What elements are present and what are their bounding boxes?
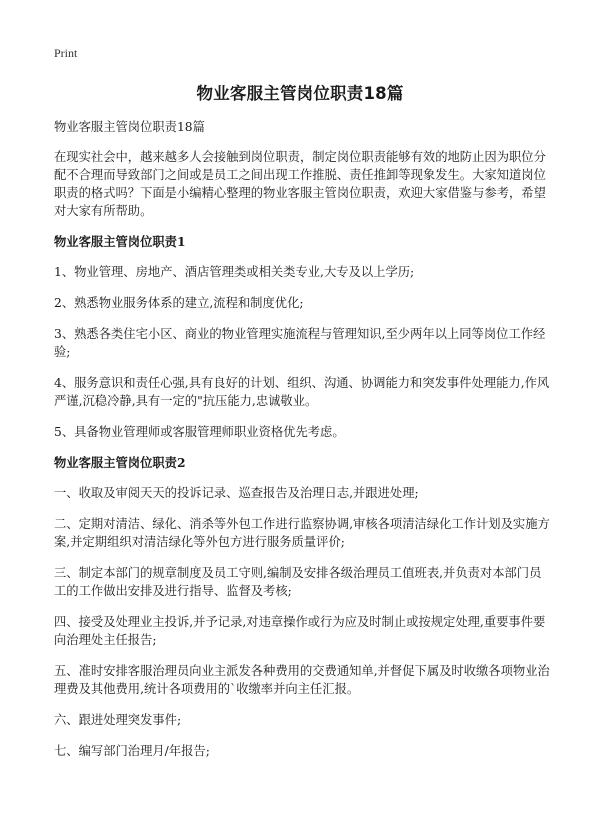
list-item: 1、物业管理、房地产、酒店管理类或相关类专业,大专及以上学历;	[54, 265, 415, 279]
list-item: 七、编写部门治理月/年报告;	[54, 744, 210, 758]
list-item: 六、跟进处理突发事件;	[54, 713, 182, 727]
article-subtitle: 物业客服主管岗位职责18篇	[54, 120, 205, 134]
page-title: 物业客服主管岗位职责18篇	[196, 84, 404, 103]
section-heading: 物业客服主管岗位职责1	[54, 234, 186, 249]
list-item: 四、接受及处理业主投诉,并予记录,对违章操作或行为应及时制止或按规定处理,重要事件要向治理处主任报告;	[54, 615, 546, 647]
intro-paragraph: 在现实社会中，越来越多人会接触到岗位职责，制定岗位职责能够有效的地防止因为职位分配不合理而导致部门之间或是员工之间出现工作推脱、责任推卸等现象发生。大家知道岗位职责的格式吗？下面是小编精心整理的物业客服主管岗位职责，欢迎大家借鉴与参考，希望对大家有所帮助。	[54, 150, 546, 218]
duty-list	[54, 484, 552, 760]
print-link[interactable]: Print	[54, 46, 78, 60]
section-duty-1	[54, 233, 552, 441]
list-item: 3、熟悉各类住宅小区、商业的物业管理实施流程与管理知识,至少两年以上同等岗位工作经验;	[54, 327, 546, 359]
list-item: 五、准时安排客服治理员向业主派发各种费用的交费通知单,并督促下属及时收缴各项物业治理费及其他费用,统计各项费用的`收缴率并向主任汇报。	[54, 664, 550, 696]
duty-list	[54, 263, 552, 441]
section-duty-2	[54, 454, 552, 760]
list-item: 5、具备物业管理师或客服管理师职业资格优先考虑。	[54, 425, 345, 439]
section-heading: 物业客服主管岗位职责2	[54, 455, 186, 470]
list-item: 三、制定本部门的规章制度及员工守则,编制及安排各级治理员工值班表,并负责对本部门员工的工作做出安排及进行指导、监督及考核;	[54, 566, 542, 598]
list-item: 2、熟悉物业服务体系的建立,流程和制度优化;	[54, 296, 304, 310]
list-item: 二、定期对清洁、绿化、消杀等外包工作进行监察协调,审核各项清洁绿化工作计划及实施方案,并定期组织对清洁绿化等外包方进行服务质量评价;	[54, 517, 550, 549]
article-body	[54, 118, 552, 773]
list-item: 一、收取及审阅天天的投诉记录、巡查报告及治理日志,并跟进处理;	[54, 486, 419, 500]
list-item: 4、服务意识和责任心强,具有良好的计划、组织、沟通、协调能力和突发事件处理能力,作风严谨,沉稳冷静,具有一定的"抗压能力,忠诚敬业。	[54, 376, 550, 408]
